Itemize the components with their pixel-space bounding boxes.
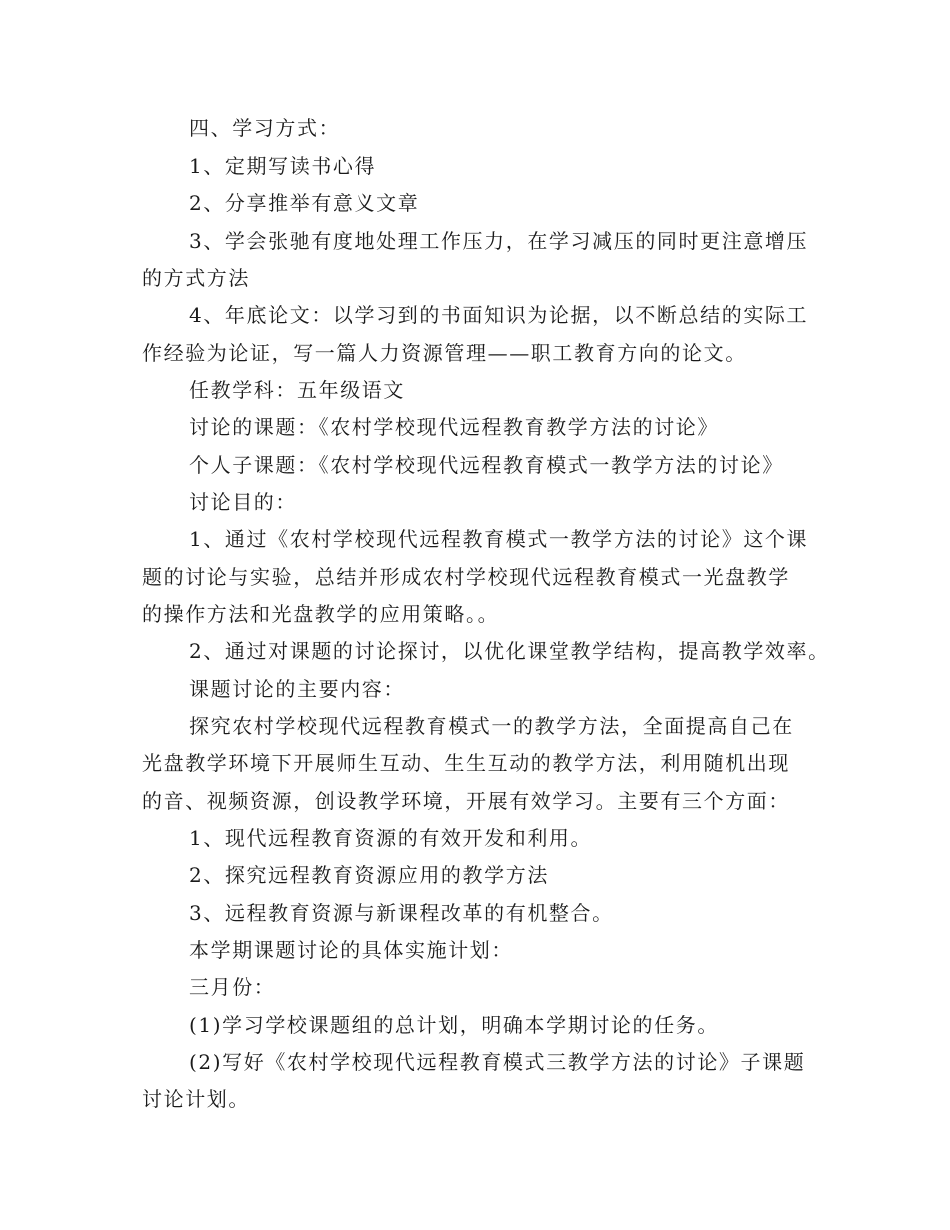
paragraph-line: 题的讨论与实验，总结并形成农村学校现代远程教育模式一光盘教学 xyxy=(142,565,790,589)
section-heading-learning-methods: 四、学习方式： xyxy=(189,116,341,140)
list-item: 1、现代远程教育资源的有效开发和利用。 xyxy=(189,826,593,850)
section-heading-plan: 本学期课题讨论的具体实施计划： xyxy=(189,938,513,962)
list-item: (2)写好《农村学校现代远程教育模式三教学方法的讨论》子课题 xyxy=(189,1050,806,1074)
paragraph-line: 3、学会张驰有度地处理工作压力，在学习减压的同时更注意增压 xyxy=(189,229,809,253)
section-heading-purpose: 讨论目的： xyxy=(189,490,297,514)
month-heading-march: 三月份： xyxy=(189,975,276,999)
section-heading-main-content: 课题讨论的主要内容： xyxy=(189,677,405,701)
list-item: 2、探究远程教育资源应用的教学方法 xyxy=(189,863,549,887)
paragraph-line: 讨论计划。 xyxy=(142,1087,250,1111)
paragraph-line: 作经验为论证，写一篇人力资源管理——职工教育方向的论文。 xyxy=(142,341,747,365)
paragraph-line: 1、通过《农村学校现代远程教育模式一教学方法的讨论》这个课 xyxy=(189,527,809,551)
paragraph-line: 探究农村学校现代远程教育模式一的教学方法，全面提高自己在 xyxy=(189,714,794,738)
paragraph-line: 2、通过对课题的讨论探讨，以优化课堂教学结构，提高教学效率。 xyxy=(189,639,830,663)
paragraph-line: 的操作方法和光盘教学的应用策略。。 xyxy=(142,602,500,626)
list-item: 1、定期写读书心得 xyxy=(189,154,377,178)
list-item: 2、分享推举有意义文章 xyxy=(189,191,420,215)
list-item: (1)学习学校课题组的总计划，明确本学期讨论的任务。 xyxy=(189,1013,719,1037)
paragraph-line: 光盘教学环境下开展师生互动、生生互动的教学方法，利用随机出现 xyxy=(142,751,790,775)
paragraph-line: 的音、视频资源，创设教学环境，开展有效学习。主要有三个方面： xyxy=(142,789,790,813)
paragraph-line: 的方式方法 xyxy=(142,266,250,290)
sub-topic-line: 个人子课题：《农村学校现代远程教育模式一教学方法的讨论》 xyxy=(189,453,784,477)
subject-line: 任教学科：五年级语文 xyxy=(189,378,405,402)
paragraph-line: 4、年底论文：以学习到的书面知识为论据，以不断总结的实际工 xyxy=(189,303,809,327)
list-item: 3、远程教育资源与新课程改革的有机整合。 xyxy=(189,901,614,925)
research-topic-line: 讨论的课题：《农村学校现代远程教育教学方法的讨论》 xyxy=(189,415,719,439)
